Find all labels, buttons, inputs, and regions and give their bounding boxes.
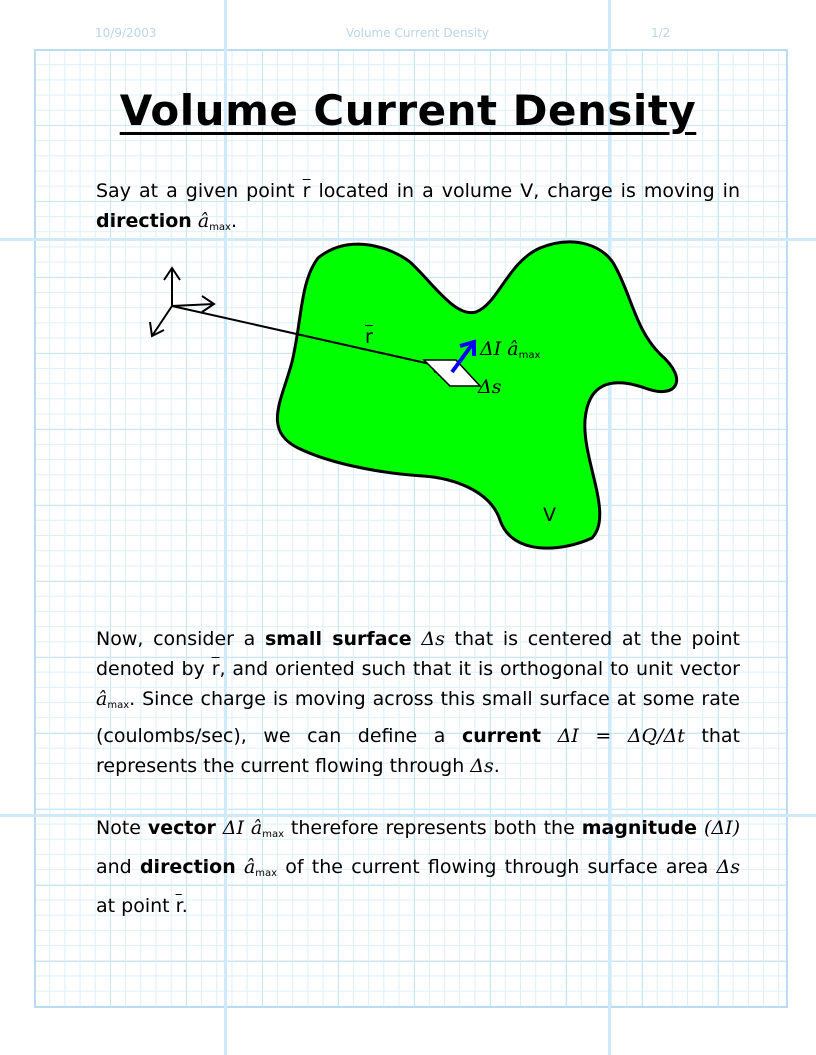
text: . <box>181 895 188 917</box>
label-r-text: $\overline{r}$ <box>365 326 373 348</box>
page-title: Volume Current Density <box>119 86 697 135</box>
header-page-number: 1/2 <box>651 26 671 40</box>
text: Note <box>96 817 148 839</box>
text: and <box>96 856 140 878</box>
label-r <box>365 326 373 348</box>
unit-vector-symbol: â <box>197 210 210 232</box>
bold-term-direction: direction <box>96 210 192 232</box>
label-delta-s: Δs <box>478 376 502 398</box>
bold-term-magnitude: magnitude <box>581 817 698 839</box>
text: . <box>493 755 500 777</box>
text: . Since charge is moving across this small surface at some rate (coulombs/sec), we can define a <box>96 688 740 747</box>
text: , and oriented such that it is orthogonal to unit vector <box>219 658 740 680</box>
text: therefore represents both the <box>284 817 582 839</box>
label-ds <box>478 376 501 398</box>
unit-vector-subscript: max <box>107 700 130 711</box>
bold-term-vector: vector <box>147 817 216 839</box>
label-V-text: V <box>543 504 556 526</box>
position-vector-r: $\overline{r}$ <box>302 180 311 202</box>
unit-vector-a <box>251 817 284 839</box>
text: of the current flowing through surface area <box>277 856 717 878</box>
label-a: â <box>507 338 519 360</box>
coordinate-axes <box>150 268 214 336</box>
header-title: Volume Current Density <box>346 26 489 40</box>
volume-region <box>277 242 676 548</box>
label-V <box>543 504 556 526</box>
symbol-r: $\overline{r}$ <box>175 895 182 917</box>
axis-y <box>172 304 214 306</box>
symbol-delta-s: Δs <box>421 628 445 650</box>
unit-vector-a <box>96 688 129 710</box>
vector-paragraph <box>96 812 740 923</box>
unit-vector-a <box>244 856 277 878</box>
current-equation: ΔI = ΔQ/Δt <box>557 725 685 747</box>
label-a-sub: max <box>518 350 541 361</box>
text: Now, consider a <box>96 628 265 650</box>
symbol-delta-I: ΔI <box>222 817 245 839</box>
text: that represents the current flowing through <box>96 725 740 777</box>
unit-vector-subscript: max <box>262 829 285 840</box>
unit-vector-symbol: â <box>96 688 108 710</box>
symbol-delta-s: Δs <box>716 856 740 878</box>
unit-vector-symbol: â <box>250 817 263 839</box>
unit-vector-symbol: â <box>243 856 256 878</box>
symbol-delta-s: Δs <box>470 755 494 777</box>
text: at point <box>96 895 176 917</box>
unit-vector-subscript: max <box>209 222 231 233</box>
label-dI-a <box>480 338 540 361</box>
text: that is centered at the point denoted by <box>96 628 740 680</box>
surface-paragraph <box>96 624 740 781</box>
bold-term-current: current <box>461 725 542 747</box>
magnitude-symbol: (ΔI) <box>703 817 740 839</box>
intro-text: Say at a given point <box>96 180 303 202</box>
bold-term-direction: direction <box>139 856 236 878</box>
intro-end: . <box>230 210 238 232</box>
bold-term-small-surface: small surface <box>265 628 412 650</box>
label-unit-vector <box>507 338 540 360</box>
intro-text: located in a volume V, charge is moving in <box>310 180 741 202</box>
header-date: 10/9/2003 <box>95 26 157 40</box>
symbol-r: $\overline{r}$ <box>211 658 220 680</box>
label-delta-I: ΔI <box>480 338 502 360</box>
unit-vector-subscript: max <box>255 868 278 879</box>
